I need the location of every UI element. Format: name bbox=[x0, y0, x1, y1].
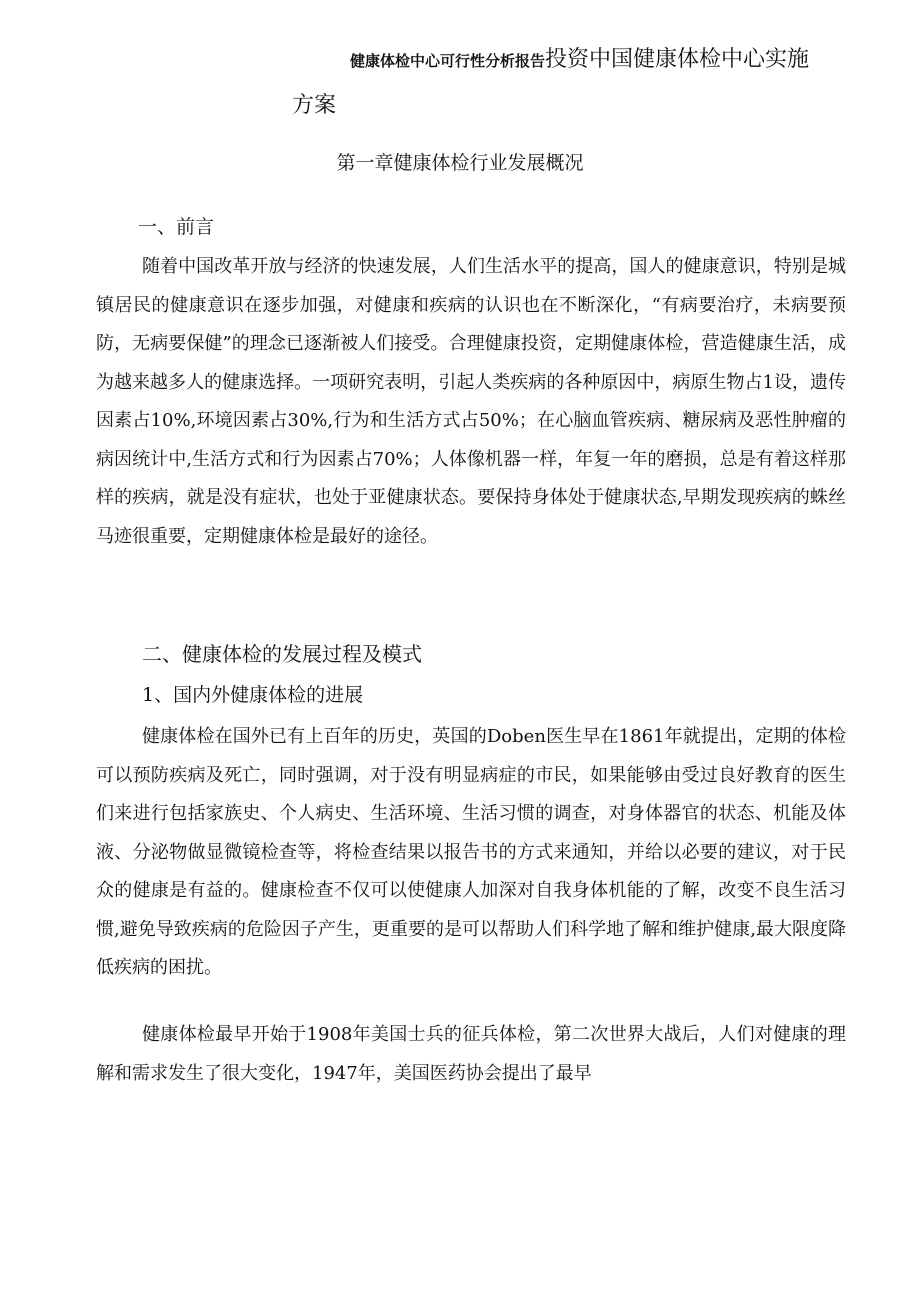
chapter-title: 第一章健康体检行业发展概况 bbox=[336, 152, 584, 174]
document-header bbox=[350, 42, 850, 73]
paragraph-preface: 随着中国改革开放与经济的快速发展，人们生活水平的提高，国人的健康意识，特别是城镇居民的健康意识在逐步加强，对健康和疾病的认识也在不断深化，“有病要治疗，未病要预防，无病要保健”的理念已逐渐被人们接受。合理健康投资，定期健康体检，营造健康生活，成为越来越多人的健康选择。一项研究表明，引起人类疾病的各种原因中，病原生物占1设，遗传因素占10%,环境因素占30%,行为和生活方式占50%；在心脑血管疾病、糖尿病及恶性肿瘤的病因统计中,生活方式和行为因素占70%；人体像机器一样，年复一年的磨损，总是有着这样那样的疾病，就是没有症状，也处于亚健康状态。要保持身体处于健康状态,早期发现疾病的蛛丝马迹很重要，定期健康体检是最好的途径。 bbox=[96, 256, 846, 547]
paragraph-origin: 健康体检最早开始于1908年美国士兵的征兵体检，第二次世界大战后，人们对健康的理解和需求发生了很大变化，1947年，美国医药协会提出了最早 bbox=[96, 1024, 846, 1084]
subsection-heading-progress: 1、国内外健康体检的进展 bbox=[142, 684, 364, 706]
header-large-title: 投资中国健康体检中心实施 bbox=[545, 47, 810, 72]
section-heading-development: 二、健康体检的发展过程及模式 bbox=[142, 642, 422, 666]
header-small-title: 健康体检中心可行性分析报告 bbox=[350, 52, 546, 70]
header-large-title-continued: 方案 bbox=[292, 93, 337, 118]
paragraph-history: 健康体检在国外已有上百年的历史，英国的Doben医生早在1861年就提出，定期的体检可以预防疾病及死亡，同时强调，对于没有明显病症的市民，如果能够由受过良好教育的医生们来进行包括家族史、个人病史、生活环境、生活习惯的调查，对身体器官的状态、机能及体液、分泌物做显微镜检查等，将检查结果以报告书的方式来通知，并给以必要的建议，对于民众的健康是有益的。健康检查不仅可以使健康人加深对自我身体机能的了解，改变不良生活习惯,避免导致疾病的危险因子产生，更重要的是可以帮助人们科学地了解和维护健康,最大限度降低疾病的困扰。 bbox=[96, 726, 846, 978]
section-heading-preface: 一、前言 bbox=[138, 216, 215, 238]
